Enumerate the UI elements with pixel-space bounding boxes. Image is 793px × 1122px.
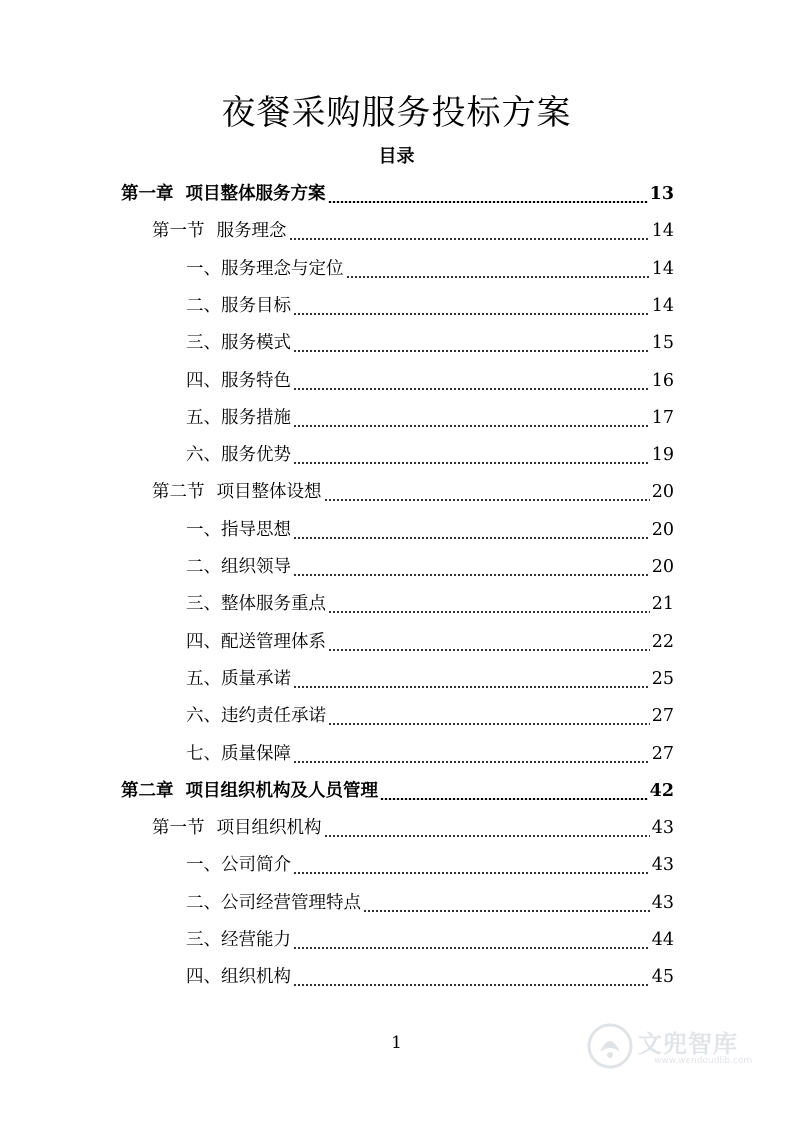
toc-dot-leader (380, 798, 648, 800)
toc-entry-title: 组织机构 (221, 967, 291, 988)
toc-entry-number: 四、 (186, 631, 221, 652)
toc-entry-page: 43 (651, 855, 674, 876)
toc-dot-leader (293, 872, 650, 874)
toc-entry[interactable] (186, 661, 674, 698)
toc-entry-title: 公司经营管理特点 (221, 892, 361, 913)
toc-entry-title: 经营能力 (221, 930, 291, 950)
toc-entry-number: 六、 (186, 706, 221, 727)
document-title: 夜餐采购服务投标方案 (221, 93, 572, 133)
toc-dot-leader (328, 201, 648, 203)
toc-entry-title: 服务目标 (221, 295, 291, 316)
watermark-brand: 文兜智库 (638, 1030, 738, 1058)
toc-entry-page: 20 (651, 482, 674, 503)
toc-dot-leader (328, 649, 650, 651)
toc-entry-page: 14 (651, 258, 674, 279)
toc-entry-title: 项目整体服务方案 (185, 184, 326, 204)
toc-dot-leader (324, 835, 650, 837)
toc-entry-number: 第一章 (121, 184, 174, 204)
toc-dot-leader (293, 350, 650, 352)
toc-entry[interactable] (186, 512, 674, 549)
toc-entry-title: 质量保障 (221, 743, 291, 764)
toc-entry-title: 指导思想 (221, 519, 291, 540)
toc-entry[interactable] (121, 773, 674, 810)
toc-dot-leader (293, 425, 650, 427)
toc-heading: 目录 (378, 146, 415, 167)
toc-entry[interactable] (186, 698, 674, 735)
toc-entry-title: 项目组织机构 (216, 818, 322, 839)
toc-entry-title: 服务理念与定位 (221, 258, 344, 279)
toc-entry-page: 43 (651, 892, 674, 913)
toc-entry-title: 项目组织机构及人员管理 (185, 780, 378, 801)
toc-entry[interactable] (121, 176, 674, 213)
toc-entry-number: 第二节 (152, 482, 205, 503)
toc-entry-page: 42 (649, 780, 674, 801)
toc-entry-page: 44 (651, 930, 674, 950)
toc-entry-title: 违约责任承诺 (221, 706, 326, 727)
page-number: 1 (391, 1033, 402, 1053)
toc-entry-number: 三、 (186, 594, 221, 615)
toc-dot-leader (293, 388, 650, 390)
toc-entry-page: 25 (651, 668, 674, 689)
toc-entry[interactable] (186, 251, 674, 288)
toc-dot-leader (328, 723, 650, 725)
toc-entry-number: 五、 (186, 407, 221, 428)
toc-entry-page: 19 (651, 445, 674, 466)
toc-entry-page: 43 (651, 818, 674, 839)
toc-entry-page: 20 (651, 557, 674, 577)
toc-entry-title: 服务措施 (221, 407, 291, 428)
toc-entry[interactable] (186, 400, 674, 437)
toc-entry-number: 第二章 (121, 780, 174, 801)
watermark (586, 1018, 776, 1076)
toc-entry[interactable] (152, 474, 674, 511)
toc-dot-leader (328, 611, 650, 613)
toc-entry-page: 17 (651, 407, 674, 428)
toc-dot-leader (324, 499, 650, 501)
toc-dot-leader (293, 462, 650, 464)
toc-entry-number: 一、 (186, 855, 221, 876)
toc-entry-title: 项目整体设想 (216, 482, 322, 503)
toc-entry[interactable] (186, 624, 674, 661)
toc-entry-page: 14 (651, 295, 674, 316)
toc-entry-number: 五、 (186, 668, 221, 689)
toc-dot-leader (363, 910, 650, 912)
toc-entry-number: 二、 (186, 892, 221, 913)
toc-entry-number: 六、 (186, 445, 221, 466)
watermark-url: www.wendoudlib.com (654, 1056, 753, 1066)
toc-entry-number: 一、 (186, 258, 221, 279)
toc-entry[interactable] (186, 586, 674, 623)
toc-entry[interactable] (186, 288, 674, 325)
toc-entry-page: 15 (651, 333, 674, 354)
toc-entry-number: 三、 (186, 333, 221, 354)
toc-entry-title: 整体服务重点 (221, 594, 326, 615)
watermark-logo-icon (586, 1022, 634, 1070)
toc-entry-number: 一、 (186, 519, 221, 540)
toc-entry[interactable] (152, 213, 674, 250)
toc-dot-leader (293, 947, 650, 949)
toc-entry-title: 服务模式 (221, 333, 291, 354)
toc-dot-leader (293, 537, 650, 539)
toc-entry-title: 服务理念 (216, 221, 287, 242)
toc-entry-number: 四、 (186, 967, 221, 988)
toc-dot-leader (293, 574, 650, 576)
toc-entry-number: 第一节 (152, 221, 205, 242)
toc-entry-title: 服务特色 (221, 370, 291, 391)
toc-entry-title: 质量承诺 (221, 668, 291, 689)
toc-entry-page: 13 (649, 184, 674, 204)
toc-entry[interactable] (186, 959, 674, 996)
toc-entry-number: 三、 (186, 930, 221, 950)
toc-dot-leader (346, 276, 650, 278)
toc-entry-number: 四、 (186, 370, 221, 391)
toc-entry-page: 16 (651, 370, 674, 391)
toc-entry[interactable] (186, 847, 674, 884)
toc-entry-number: 二、 (186, 295, 221, 316)
toc-entry[interactable] (186, 736, 674, 773)
toc-dot-leader (293, 313, 650, 315)
toc-entry-page: 22 (651, 631, 674, 652)
toc-entry-title: 组织领导 (221, 557, 291, 577)
toc-dot-leader (293, 761, 650, 763)
toc-entry-page: 21 (651, 594, 674, 615)
toc-entry[interactable] (186, 437, 674, 474)
toc-entry-page: 27 (651, 743, 674, 764)
toc-entry-number: 二、 (186, 557, 221, 577)
toc-dot-leader (293, 984, 650, 986)
toc-entry-title: 公司简介 (221, 855, 291, 876)
toc-entry[interactable] (186, 922, 674, 959)
toc-entry[interactable] (186, 885, 674, 922)
toc-dot-leader (289, 238, 650, 240)
toc-entry-title: 配送管理体系 (221, 631, 326, 652)
toc-entry[interactable] (186, 325, 674, 362)
toc-dot-leader (293, 686, 650, 688)
toc-entry[interactable] (152, 810, 674, 847)
toc-entry[interactable] (186, 549, 674, 586)
toc-entry-page: 45 (651, 967, 674, 988)
toc-entry-number: 七、 (186, 743, 221, 764)
toc-entry-number: 第一节 (152, 818, 205, 839)
toc-entry-page: 27 (651, 706, 674, 727)
toc-entry-page: 20 (651, 519, 674, 540)
toc-entry-page: 14 (651, 221, 674, 242)
toc-entry[interactable] (186, 363, 674, 400)
toc-entry-title: 服务优势 (221, 445, 291, 466)
